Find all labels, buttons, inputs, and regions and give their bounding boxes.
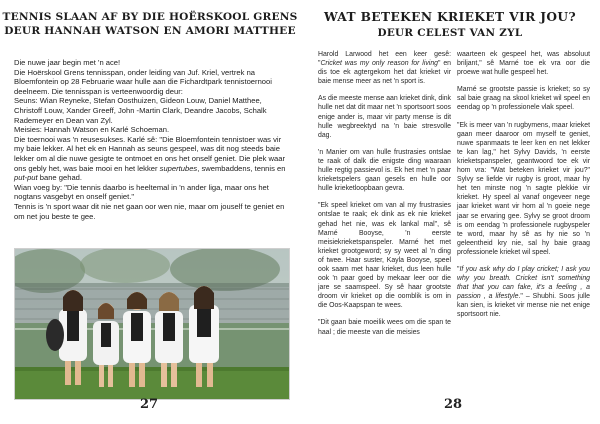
- right-page: [300, 0, 600, 424]
- left-title-line-2: DEUR HANNAH WATSON EN AMORI MATTHEE: [4, 25, 296, 37]
- col1-paragraph-2: As die meeste mense aan krieket dink, dink hulle net dat dit maar net 'n sportsoort soos enige ander is, maar vir party mense is dit hulle wegbreektyd na 'n baie stresvolle dag.: [318, 95, 451, 139]
- left-p5-supertubes: supertubes: [159, 163, 198, 173]
- left-paragraph-2: Die Hoërskool Grens tennisspan, onder leiding van Juf. Kriel, vertrek na Bloemfontein op 28 Februarie waar hulle aan die Fichardtpark tennistoernooi deelneem. Die tennisspan is verteenwoordig deur:: [14, 67, 272, 96]
- left-paragraph-5: [14, 135, 289, 183]
- col1-paragraph-5: "Dit gaan baie moeilik wees om die span te haal ; die meeste van die meisies: [318, 319, 451, 336]
- left-paragraph-4: Meisies: Hannah Watson en Karlé Schoeman.: [14, 125, 170, 135]
- team-photo-icon: [15, 249, 289, 399]
- left-paragraph-6: Wian voeg by: "Die tennis daarbo is heeltemal in 'n ander liga, maar ons het nogtans vasgebyt en onself geniet.": [14, 182, 269, 202]
- left-page-title: [0, 10, 300, 38]
- left-paragraph-7: Tennis is 'n sport waar dit nie net gaan oor wen nie, maar om jouself te geniet en om net jou beste te gee.: [14, 201, 285, 221]
- col2-paragraph-1: waarteen ek gespeel het, was absoluut briljant," sê Marné toe ek vra oor die proewe wat hulle gespeel het.: [457, 51, 590, 77]
- right-page-title: WAT BETEKEN KRIEKET VIR JOU?: [323, 10, 576, 24]
- col2-paragraph-4: [457, 265, 590, 320]
- col1-paragraph-1: [318, 50, 451, 86]
- left-p5-text-e: bane gehad.: [37, 173, 82, 183]
- col1-p1-quote: Cricket was my only reason for living: [320, 60, 439, 68]
- left-paragraph-3: Seuns: Wian Reyneke, Stefan Oosthuizen, Gideon Louw, Daniel Matthee, Christoff Louw, Xander Greeff, John -Martin Clark, Deandre Jacobs, Schalk Rademeyer en Dean van Zyl.: [14, 96, 267, 125]
- col1-p1-text-a: Harold Larwood het een keer gesê: ": [318, 51, 451, 68]
- col2-p4-text-c: ." – Shubhi. Soos julle kan sien, is krieket vir mense nie net enige sportsoort nie.: [457, 293, 591, 319]
- col1-p1-text-c: " en dis toe ek agtergekom het dat krieket vir baie mense meer as net 'n sport is.: [318, 60, 451, 86]
- col1-paragraph-4: "Ek speel krieket om van al my frustrasies ontslae te raak; ek dink as ek nie krieket gehad het nie, was ek lankal mal", sê Marné Booyse, 'n eerste meisiekrieketspanspeler. Marné het met krieket grootgeword; sy sy weet al 'n ding of twee. Haar suster, Kayla Booyse, speel ook saam met haar krieket, dus leen hulle ook 'n paar goed by mekaar leer oor die jare se saamspeel. Sy sê haar grootste droom vir krieket op die oomblik is om in die Oos-Kaapspan te wees.: [318, 202, 451, 310]
- col2-p4-quote: If you ask why do I play cricket; I ask you why you breath. Cricket isn't something that that you can fake, it's a feeling , a passion , a lifestyle: [457, 265, 590, 301]
- left-p5-putput: put-put: [14, 173, 38, 183]
- left-paragraph-1: Die nuwe jaar begin met 'n ace!: [14, 58, 121, 67]
- right-page-number: 28: [444, 397, 463, 412]
- col2-paragraph-2: Marné se grootste passie is krieket; so sy sal baie graag na skool krieket wil speel en eendag op 'n professionele vlak speel.: [457, 86, 590, 112]
- team-photo: [14, 248, 290, 400]
- col2-paragraph-3: "Ek is meer van 'n rugbymens, maar krieket gaan meer daaroor om myself te geniet, nuwe spanmaats te leer ken en net lekker te kan lag," het Sylvy Davids, 'n eerste krieketspanspeler, geantwoord toe ek vir hom vra: "Wat beteken krieket vir jou?" Sylvy se liefde vir rugby is groot, maar hy het ten minste nog 'n sagte plekkie vir krieket. Hy speel al vanaf ongeveer nege jaar krieket want vir hom al 'n goeie nege jaar se ervaring gee. Sylvy se groot droom is om eendag 'n professionele rugbyspeler te word, maar hy sê as hy nie so 'n geleentheid kry nie, sal hy baie graag professionele krieket wil speel.: [457, 121, 590, 256]
- col1-paragraph-3: 'n Manier om van hulle frustrasies ontslae te raak of dalk die enigste ding waaraan hulle regtig passievol is. Ek het met 'n paar krieketspelers gaan gesels en hulle oor hulle krieketloopbaan gevra.: [318, 148, 451, 193]
- left-article-body: [14, 58, 289, 221]
- right-page-byline: DEUR CELEST VAN ZYL: [377, 27, 523, 39]
- col2-p4-open-quote: ": [457, 265, 460, 273]
- left-page-number: 27: [140, 397, 159, 412]
- left-title-line-1: TENNIS SLAAN AF BY DIE HOËRSKOOL GRENS: [2, 11, 298, 23]
- left-p5-text-c: , swembaddens, tennis en: [197, 163, 286, 173]
- right-column-1: [318, 50, 451, 345]
- right-column-2: [457, 50, 590, 328]
- left-p5-text-a: Die toernooi was 'n reusesukses. Karlé sê: "Die Bloemfontein tennistoer was vir my baie lekker. Al het ek en Hannah as seuns gespeel, was dit nog steeds baie lekker om al die nuwe gesigte te ontmoet en ons het onself geniet. Die plek waar ons gebly het, was baie mooi en het lekker: [14, 134, 286, 173]
